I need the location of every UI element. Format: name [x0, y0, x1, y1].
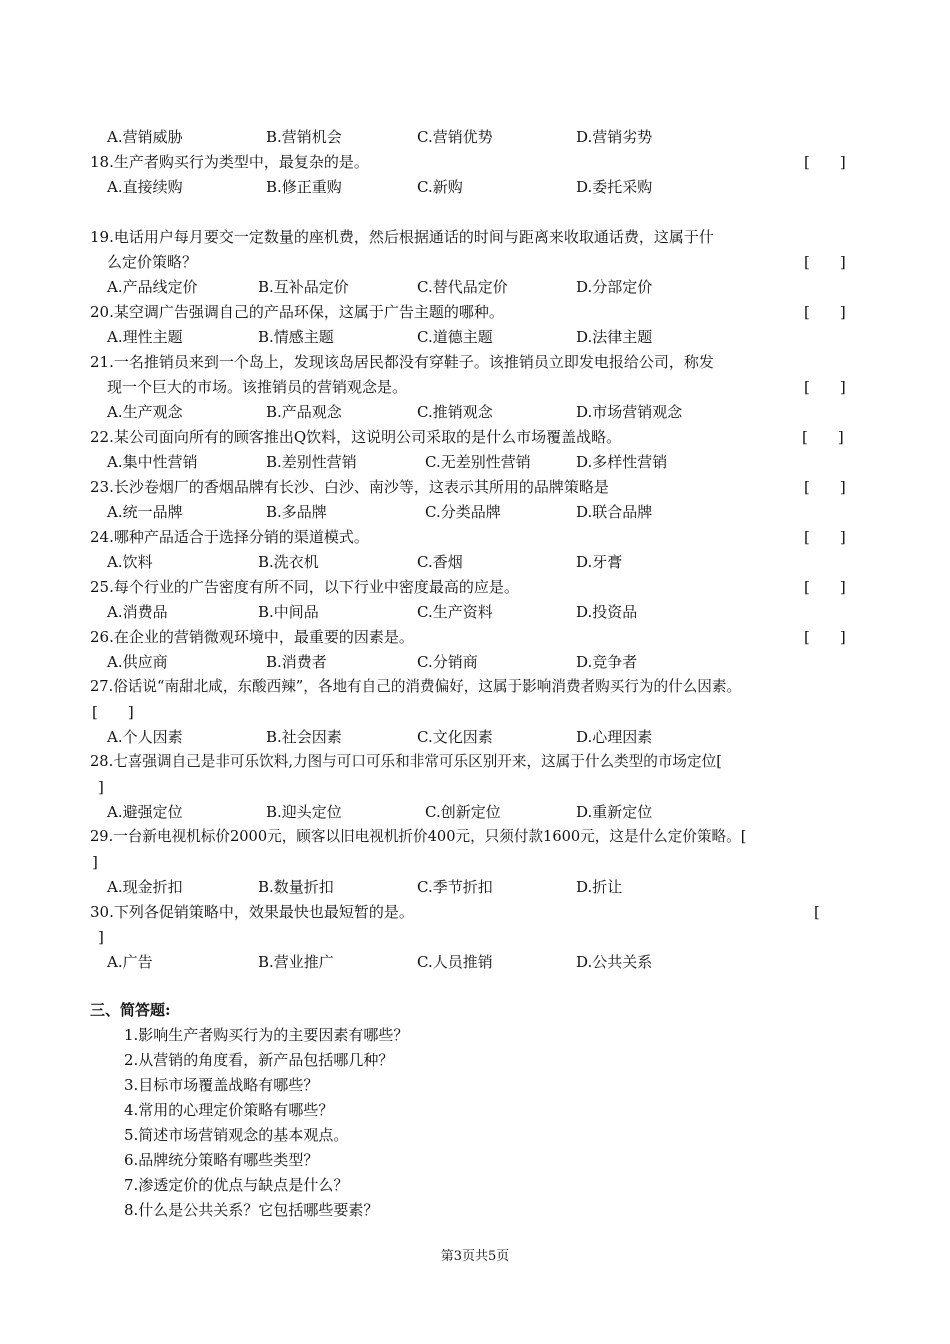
q20-option-c: C.道德主题: [417, 328, 493, 346]
q30-option-b: B.营业推广: [258, 953, 334, 971]
q17-option-c: C.营销优势: [417, 128, 493, 146]
q21-option-b: B.产品观念: [266, 403, 342, 421]
q21-option-d: D.市场营销观念: [576, 403, 683, 421]
q20-option-d: D.法律主题: [576, 328, 653, 346]
q20-stem: 20.某空调广告强调自己的产品环保，这属于广告主题的哪种。: [90, 303, 504, 321]
q26-stem: 26.在企业的营销微观环境中，最重要的因素是。: [90, 628, 414, 646]
q26-option-c: C.分销商: [417, 653, 478, 671]
q21-option-a: A.生产观念: [107, 403, 183, 421]
q24-option-a: A.饮料: [107, 553, 153, 571]
q22-option-b: B.差别性营销: [266, 453, 357, 471]
q23-option-c: C.分类品牌: [425, 503, 501, 521]
q19-stem-line1: 19.电话用户每月要交一定数量的座机费，然后根据通话的时间与距离来收取通话费，这属于什: [90, 228, 714, 246]
short-answer-item: 6.品牌统分策略有哪些类型？: [124, 1151, 319, 1169]
q29-option-a: A.现金折扣: [107, 878, 183, 896]
q18-option-a: A.直接续购: [107, 178, 183, 196]
q18-option-c: C.新购: [417, 178, 463, 196]
q20-option-b: B.情感主题: [258, 328, 334, 346]
q23-stem: 23.长沙卷烟厂的香烟品牌有长沙、白沙、南沙等，这表示其所用的品牌策略是: [90, 478, 609, 496]
q17-option-d: D.营销劣势: [576, 128, 653, 146]
q21-answer-bracket: [ ]: [804, 378, 846, 396]
q27-stem: 27.俗话说“南甜北咸，东酸西辣”，各地有自己的消费偏好，这属于影响消费者购买行为的什么因素。: [90, 678, 742, 695]
q27-option-a: A.个人因素: [107, 728, 183, 746]
q18-answer-bracket: [ ]: [804, 153, 846, 171]
q18-option-d: D.委托采购: [576, 178, 653, 196]
q24-option-c: C.香烟: [417, 553, 463, 571]
q19-option-d: D.分部定价: [576, 278, 653, 296]
q26-option-a: A.供应商: [107, 653, 168, 671]
q30-option-a: A.广告: [107, 953, 153, 971]
q23-option-a: A.统一品牌: [107, 503, 183, 521]
q27-option-c: C.文化因素: [417, 728, 493, 746]
short-answer-item: 5.简述市场营销观念的基本观点。: [124, 1126, 349, 1144]
q30-bracket-open: [: [814, 903, 820, 921]
q19-option-c: C.替代品定价: [417, 278, 508, 296]
short-answer-item: 8.什么是公共关系？它包括哪些要素？: [124, 1201, 379, 1219]
page-footer: 第3页共5页: [440, 1249, 510, 1264]
q25-option-a: A.消费品: [107, 603, 168, 621]
q24-answer-bracket: [ ]: [804, 528, 846, 546]
q23-option-b: B.多品牌: [266, 503, 327, 521]
q21-stem-line1: 21.一名推销员来到一个岛上，发现该岛居民都没有穿鞋子。该推销员立即发电报给公司，称发: [90, 353, 714, 371]
q30-bracket-close: ]: [98, 928, 104, 946]
q29-option-b: B.数量折扣: [258, 878, 334, 896]
q19-option-b: B.互补品定价: [258, 278, 349, 296]
q30-option-d: D.公共关系: [576, 953, 653, 971]
short-answer-item: 2.从营销的角度看，新产品包括哪几种？: [124, 1051, 394, 1069]
q18-option-b: B.修正重购: [266, 178, 342, 196]
q25-option-c: C.生产资料: [417, 603, 493, 621]
section-title: 三、简答题:: [90, 1001, 171, 1019]
short-answer-item: 7.渗透定价的优点与缺点是什么？: [124, 1176, 349, 1194]
q26-option-b: B.消费者: [266, 653, 327, 671]
q29-option-c: C.季节折扣: [417, 878, 493, 896]
q27-answer-bracket: [ ]: [92, 703, 134, 721]
q17-option-b: B.营销机会: [266, 128, 342, 146]
q27-option-d: D.心理因素: [576, 728, 653, 746]
q22-option-c: C.无差别性营销: [425, 453, 531, 471]
q29-stem: 29.一台新电视机标价2000元，顾客以旧电视机折价400元，只须付款1600元，这是什么定价策略。[: [90, 828, 747, 845]
q28-bracket-close: ]: [98, 778, 104, 796]
q28-stem: 28.七喜强调自己是非可乐饮料,力图与可口可乐和非常可乐区别开来，这属于什么类型的市场定位[: [90, 753, 722, 770]
short-answer-item: 1.影响生产者购买行为的主要因素有哪些？: [124, 1026, 409, 1044]
q22-answer-bracket: [ ]: [802, 428, 844, 446]
q23-option-d: D.联合品牌: [576, 503, 653, 521]
q24-option-b: B.洗衣机: [258, 553, 319, 571]
q19-option-a: A.产品线定价: [107, 278, 198, 296]
q23-answer-bracket: [ ]: [804, 478, 846, 496]
q29-option-d: D.折让: [576, 878, 623, 896]
q20-option-a: A.理性主题: [107, 328, 183, 346]
q28-option-c: C.创新定位: [425, 803, 501, 821]
q21-option-c: C.推销观念: [417, 403, 493, 421]
q21-stem-line2: 现一个巨大的市场。该推销员的营销观念是。: [107, 378, 408, 396]
q30-option-c: C.人员推销: [417, 953, 493, 971]
q24-option-d: D.牙膏: [576, 553, 623, 571]
q27-option-b: B.社会因素: [266, 728, 342, 746]
q25-stem: 25.每个行业的广告密度有所不同，以下行业中密度最高的应是。: [90, 578, 519, 596]
q18-stem: 18.生产者购买行为类型中，最复杂的是。: [90, 153, 369, 171]
q25-option-d: D.投资品: [576, 603, 638, 621]
q30-stem: 30.下列各促销策略中，效果最快也最短暂的是。: [90, 903, 414, 921]
q19-answer-bracket: [ ]: [804, 253, 846, 271]
q25-option-b: B.中间品: [258, 603, 319, 621]
q24-stem: 24.哪种产品适合于选择分销的渠道模式。: [90, 528, 369, 546]
q28-option-d: D.重新定位: [576, 803, 653, 821]
q22-option-a: A.集中性营销: [107, 453, 198, 471]
short-answer-item: 4.常用的心理定价策略有哪些？: [124, 1101, 334, 1119]
q28-option-a: A.避强定位: [107, 803, 183, 821]
q17-option-a: A.营销威胁: [107, 128, 183, 146]
short-answer-item: 3.目标市场覆盖战略有哪些？: [124, 1076, 319, 1094]
q28-option-b: B.迎头定位: [266, 803, 342, 821]
q25-answer-bracket: [ ]: [804, 578, 846, 596]
q26-option-d: D.竞争者: [576, 653, 638, 671]
q19-stem-line2: 么定价策略？: [107, 253, 198, 271]
q22-option-d: D.多样性营销: [576, 453, 668, 471]
q29-bracket-close: ]: [92, 853, 98, 871]
q22-stem: 22.某公司面向所有的顾客推出Q饮料，这说明公司采取的是什么市场覆盖战略。: [90, 428, 622, 446]
q26-answer-bracket: [ ]: [804, 628, 846, 646]
q20-answer-bracket: [ ]: [804, 303, 846, 321]
